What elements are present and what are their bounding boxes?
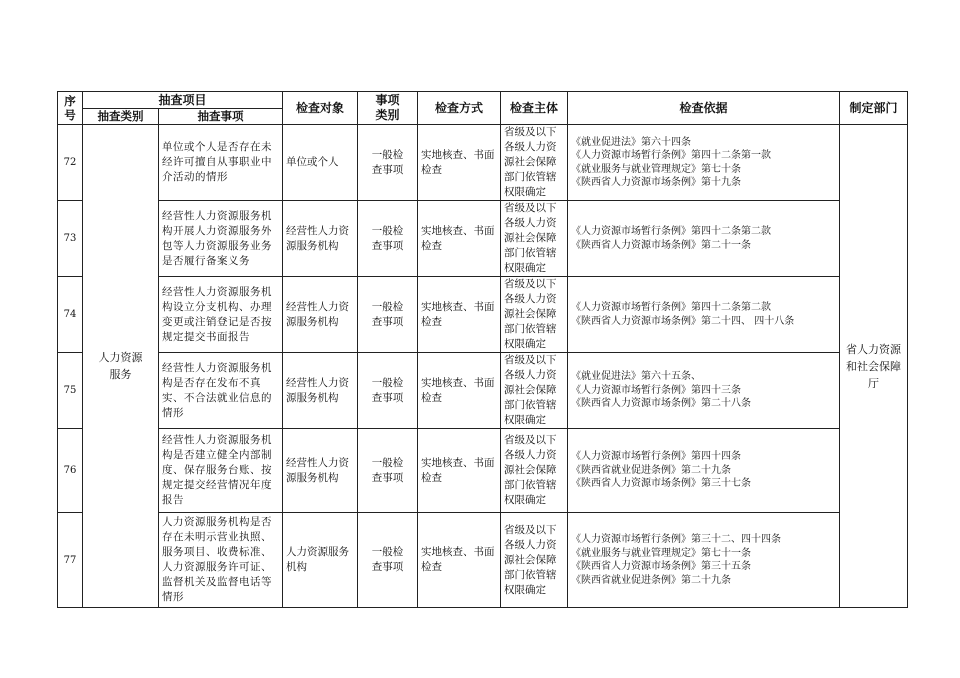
header-check-item: 抽查项目 [83, 92, 283, 109]
matter-type-cell: 一般检查事项 [358, 277, 418, 353]
header-basis: 检查依据 [568, 92, 840, 125]
check-category-cell: 人力资源服务 [83, 125, 159, 608]
basis-line: 《陕西省人力资源市场条例》第三十五条 [571, 561, 752, 572]
method-cell: 实地核查、书面检查 [418, 353, 501, 429]
basis-cell [568, 353, 840, 429]
method-cell: 实地核查、书面检查 [418, 125, 501, 201]
dept-cell: 省人力资源和社会保障厅 [840, 125, 908, 608]
target-cell: 人力资源服务机构 [283, 513, 358, 608]
row-number: 73 [58, 201, 83, 277]
table-row [58, 125, 908, 201]
basis-line: 《陕西省就业促进条例》第二十九条 [571, 464, 732, 476]
basis-line: 《人力资源市场暂行条例》第四十二条第二款 [571, 302, 772, 313]
target-cell: 经营性人力资源服务机构 [283, 429, 358, 513]
target-cell: 经营性人力资源服务机构 [283, 353, 358, 429]
method-cell: 实地核查、书面检查 [418, 429, 501, 513]
table-row [58, 429, 908, 513]
matter-type-cell: 一般检查事项 [358, 201, 418, 277]
subject-cell: 省级及以下各级人力资源社会保障部门依管辖权限确定 [501, 201, 568, 277]
method-cell: 实地核查、书面检查 [418, 513, 501, 608]
target-cell: 单位或个人 [283, 125, 358, 201]
check-matter-cell: 经营性人力资源服务机构开展人力资源服务外包等人力资源服务业务是否履行备案义务 [159, 201, 283, 277]
basis-cell [568, 277, 840, 353]
check-matter-cell: 人力资源服务机构是否存在未明示营业执照、服务项目、收费标准、人力资源服务许可证、监督机关及监督电话等情形 [159, 513, 283, 608]
basis-line: 《就业服务与就业管理规定》第七十一条 [571, 547, 752, 559]
header-matter-type: 事项类别 [358, 92, 418, 125]
basis-cell [568, 201, 840, 277]
subject-cell: 省级及以下各级人力资源社会保障部门依管辖权限确定 [501, 429, 568, 513]
basis-line: 《就业促进法》第六十五条、 [571, 371, 702, 383]
basis-cell [568, 429, 840, 513]
basis-line: 《陕西省人力资源市场条例》第三十七条 [571, 478, 752, 490]
basis-cell [568, 513, 840, 608]
matter-type-cell: 一般检查事项 [358, 513, 418, 608]
method-cell: 实地核查、书面检查 [418, 277, 501, 353]
row-number: 74 [58, 277, 83, 353]
basis-line: 《人力资源市场暂行条例》第四十四条 [571, 451, 742, 463]
basis-cell [568, 125, 840, 201]
basis-line: 《人力资源市场暂行条例》第四十二条第二款 [571, 226, 772, 237]
header-check-matter: 抽查事项 [159, 109, 283, 125]
header-seq: 序号 [58, 92, 83, 125]
basis-line: 《陕西省人力资源市场条例》第十九条 [571, 177, 742, 188]
target-cell: 经营性人力资源服务机构 [283, 277, 358, 353]
basis-line: 《陕西省就业促进条例》第二十九条 [571, 574, 732, 586]
table-row [58, 201, 908, 277]
table-row [58, 353, 908, 429]
basis-line: 《陕西省人力资源市场条例》第二十一条 [571, 239, 752, 251]
basis-line: 《就业服务与就业管理规定》第七十条 [571, 163, 742, 175]
subject-cell: 省级及以下各级人力资源社会保障部门依管辖权限确定 [501, 277, 568, 353]
basis-line: 《陕西省人力资源市场条例》第二十八条 [571, 398, 752, 410]
check-matter-cell: 经营性人力资源服务机构是否建立健全内部制度、保存服务台账、按规定提交经营情况年度报告 [159, 429, 283, 513]
check-matter-cell: 单位或个人是否存在未经许可擅自从事职业中介活动的情形 [159, 125, 283, 201]
subject-cell: 省级及以下各级人力资源社会保障部门依管辖权限确定 [501, 125, 568, 201]
target-cell: 经营性人力资源服务机构 [283, 201, 358, 277]
subject-cell: 省级及以下各级人力资源社会保障部门依管辖权限确定 [501, 353, 568, 429]
row-number: 76 [58, 429, 83, 513]
basis-line: 《人力资源市场暂行条例》第四十三条 [571, 384, 742, 396]
basis-line: 《就业促进法》第六十四条 [571, 136, 692, 148]
header-subject: 检查主体 [501, 92, 568, 125]
matter-type-cell: 一般检查事项 [358, 429, 418, 513]
header-dept: 制定部门 [840, 92, 908, 125]
header-target: 检查对象 [283, 92, 358, 125]
row-number: 77 [58, 513, 83, 608]
row-number: 72 [58, 125, 83, 201]
matter-type-cell: 一般检查事项 [358, 353, 418, 429]
subject-cell: 省级及以下各级人力资源社会保障部门依管辖权限确定 [501, 513, 568, 608]
header-method: 检查方式 [418, 92, 501, 125]
basis-line: 《陕西省人力资源市场条例》第二十四、 四十八条 [571, 315, 795, 327]
method-cell: 实地核查、书面检查 [418, 201, 501, 277]
matter-type-cell: 一般检查事项 [358, 125, 418, 201]
basis-line: 《人力资源市场暂行条例》第四十二条第一款 [571, 150, 772, 161]
check-matter-cell: 经营性人力资源服务机构是否存在发布不真实、不合法就业信息的情形 [159, 353, 283, 429]
header-check-category: 抽查类别 [83, 109, 159, 125]
basis-line: 《人力资源市场暂行条例》第三十二、四十四条 [571, 534, 782, 545]
row-number: 75 [58, 353, 83, 429]
inspection-table [57, 91, 908, 608]
table-row [58, 513, 908, 608]
table-row [58, 277, 908, 353]
check-matter-cell: 经营性人力资源服务机构设立分支机构、办理变更或注销登记是否按规定提交书面报告 [159, 277, 283, 353]
